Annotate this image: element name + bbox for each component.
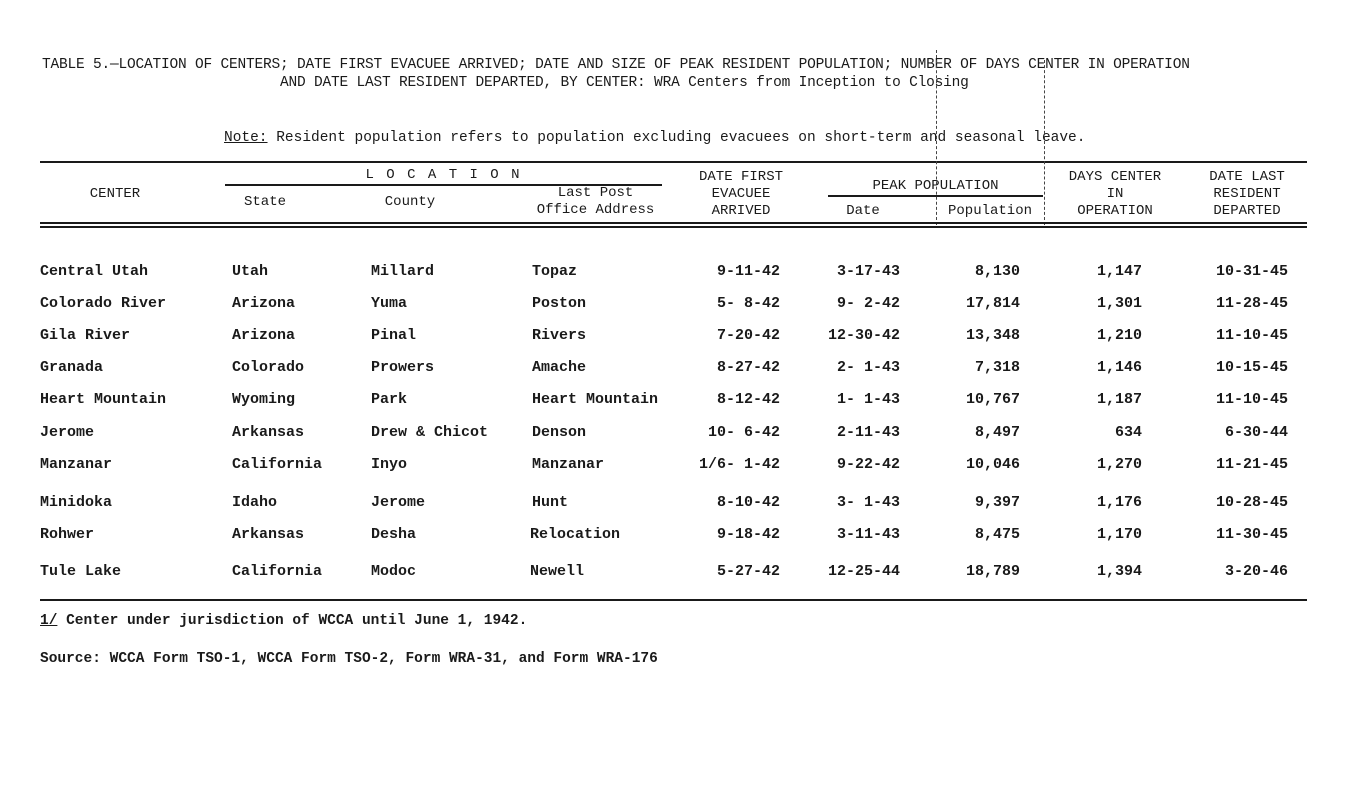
cell-last-departed: 11-10-45 bbox=[1215, 391, 1288, 408]
table-row bbox=[0, 391, 1354, 411]
cell-days: 1,147 bbox=[1096, 263, 1142, 280]
cell-peak-population: 17,814 bbox=[965, 295, 1020, 312]
cell-last-departed: 11-30-45 bbox=[1215, 526, 1288, 543]
cell-county: Millard bbox=[371, 263, 435, 280]
table-row bbox=[0, 424, 1354, 444]
cell-peak-population: 10,046 bbox=[965, 456, 1020, 473]
header-days-line2: IN bbox=[1106, 186, 1124, 202]
cell-peak-date: 12-25-44 bbox=[827, 563, 900, 580]
header-date-first-line1: DATE FIRST bbox=[698, 169, 783, 185]
cell-first-arrived: 1/6- 1-42 bbox=[698, 456, 780, 473]
table-row bbox=[0, 295, 1354, 315]
cell-center: Rohwer bbox=[40, 526, 95, 543]
cell-state: Idaho bbox=[232, 494, 278, 511]
cell-state: Arkansas bbox=[232, 424, 305, 441]
cell-post-office: Relocation bbox=[530, 526, 621, 543]
cell-peak-population: 8,475 bbox=[974, 526, 1020, 543]
cell-post-office: Topaz bbox=[532, 263, 578, 280]
cell-last-departed: 11-21-45 bbox=[1215, 456, 1288, 473]
cell-state: Arizona bbox=[232, 327, 296, 344]
header-peak-population: PEAK POPULATION bbox=[872, 178, 999, 194]
cell-post-office: Poston bbox=[532, 295, 587, 312]
cell-peak-date: 3-17-43 bbox=[836, 263, 900, 280]
cell-peak-population: 8,497 bbox=[974, 424, 1020, 441]
cell-last-departed: 11-28-45 bbox=[1215, 295, 1288, 312]
header-date-first-line2: EVACUEE bbox=[711, 186, 771, 202]
cell-first-arrived: 8-10-42 bbox=[716, 494, 780, 511]
table-note bbox=[224, 130, 1085, 146]
cell-peak-population: 10,767 bbox=[965, 391, 1020, 408]
header-last-post-office-line2: Office Address bbox=[536, 202, 655, 218]
cell-peak-population: 7,318 bbox=[974, 359, 1020, 376]
cell-state: Arizona bbox=[232, 295, 296, 312]
cell-days: 1,210 bbox=[1096, 327, 1142, 344]
cell-county: Yuma bbox=[371, 295, 408, 312]
cell-days: 1,394 bbox=[1096, 563, 1142, 580]
footnote-text: Center under jurisdiction of WCCA until June 1, 1942. bbox=[66, 613, 528, 629]
cell-county: Jerome bbox=[371, 494, 426, 511]
footnote-marker: 1/ bbox=[40, 613, 58, 629]
table-row bbox=[0, 526, 1354, 546]
table-title-line-2: AND DATE LAST RESIDENT DEPARTED, BY CENTER: WRA Centers from Inception to Closing bbox=[280, 75, 969, 91]
cell-center: Manzanar bbox=[40, 456, 113, 473]
cell-post-office: Heart Mountain bbox=[532, 391, 659, 408]
cell-county: Inyo bbox=[371, 456, 408, 473]
cell-days: 634 bbox=[1114, 424, 1142, 441]
header-center: CENTER bbox=[89, 186, 141, 202]
cell-peak-date: 1- 1-43 bbox=[836, 391, 900, 408]
cell-days: 1,270 bbox=[1096, 456, 1142, 473]
header-last-post-office-line1: Last Post bbox=[557, 185, 634, 201]
cell-peak-date: 2- 1-43 bbox=[836, 359, 900, 376]
header-state: State bbox=[243, 194, 286, 210]
cell-county: Park bbox=[371, 391, 408, 408]
table-row bbox=[0, 359, 1354, 379]
header-last-post-office bbox=[528, 185, 663, 219]
table-row bbox=[0, 263, 1354, 283]
cell-county: Pinal bbox=[371, 327, 417, 344]
cell-first-arrived: 7-20-42 bbox=[716, 327, 780, 344]
cell-county: Modoc bbox=[371, 563, 417, 580]
table-row bbox=[0, 456, 1354, 476]
cell-post-office: Hunt bbox=[532, 494, 569, 511]
cell-center: Jerome bbox=[40, 424, 95, 441]
cell-peak-date: 9- 2-42 bbox=[836, 295, 900, 312]
cell-last-departed: 11-10-45 bbox=[1215, 327, 1288, 344]
header-bottom-rule-1 bbox=[40, 222, 1307, 224]
table-bottom-rule bbox=[40, 599, 1307, 601]
cell-last-departed: 10-15-45 bbox=[1215, 359, 1288, 376]
cell-county: Desha bbox=[371, 526, 417, 543]
table-row bbox=[0, 563, 1354, 583]
header-days-line1: DAYS CENTER bbox=[1068, 169, 1162, 185]
header-top-rule bbox=[40, 161, 1307, 163]
cell-last-departed: 10-31-45 bbox=[1215, 263, 1288, 280]
cell-peak-population: 8,130 bbox=[974, 263, 1020, 280]
cell-last-departed: 3-20-46 bbox=[1224, 563, 1288, 580]
cell-peak-date: 3-11-43 bbox=[836, 526, 900, 543]
cell-center: Tule Lake bbox=[40, 563, 122, 580]
cell-peak-date: 3- 1-43 bbox=[836, 494, 900, 511]
cell-first-arrived: 8-12-42 bbox=[716, 391, 780, 408]
cell-peak-population: 18,789 bbox=[965, 563, 1020, 580]
cell-state: Wyoming bbox=[232, 391, 296, 408]
table-row bbox=[0, 327, 1354, 347]
cell-state: California bbox=[232, 563, 323, 580]
cell-peak-population: 13,348 bbox=[965, 327, 1020, 344]
cell-days: 1,170 bbox=[1096, 526, 1142, 543]
header-days-line3: OPERATION bbox=[1077, 203, 1153, 219]
cell-peak-population: 9,397 bbox=[974, 494, 1020, 511]
cell-center: Gila River bbox=[40, 327, 131, 344]
cell-first-arrived: 5-27-42 bbox=[716, 563, 780, 580]
cell-county: Drew & Chicot bbox=[371, 424, 489, 441]
cell-last-departed: 6-30-44 bbox=[1224, 424, 1288, 441]
cell-state: Arkansas bbox=[232, 526, 305, 543]
header-date-last-line3: DEPARTED bbox=[1213, 203, 1281, 219]
header-date-last-line1: DATE LAST bbox=[1209, 169, 1285, 185]
cell-post-office: Manzanar bbox=[532, 456, 605, 473]
header-peak-date: Date bbox=[846, 203, 880, 219]
table-title-line-1: TABLE 5.—LOCATION OF CENTERS; DATE FIRST EVACUEE ARRIVED; DATE AND SIZE OF PEAK RESIDENT POPULATION; NUMBER OF DAYS CENTER IN OPERATION bbox=[42, 57, 1190, 73]
header-date-last-resident bbox=[1188, 169, 1306, 220]
cell-center: Granada bbox=[40, 359, 104, 376]
header-bottom-rule-2 bbox=[40, 226, 1307, 228]
header-date-last-line2: RESIDENT bbox=[1213, 186, 1281, 202]
header-county: County bbox=[384, 194, 436, 210]
cell-center: Minidoka bbox=[40, 494, 113, 511]
cell-last-departed: 10-28-45 bbox=[1215, 494, 1288, 511]
header-peak-population-count: Population bbox=[947, 203, 1032, 219]
cell-peak-date: 9-22-42 bbox=[836, 456, 900, 473]
cell-county: Prowers bbox=[371, 359, 435, 376]
note-text: Resident population refers to population excluding evacuees on short-term and seasonal leave. bbox=[276, 130, 1086, 146]
header-date-first-line3: ARRIVED bbox=[711, 203, 771, 219]
cell-post-office: Rivers bbox=[532, 327, 587, 344]
cell-days: 1,187 bbox=[1096, 391, 1142, 408]
cell-state: Colorado bbox=[232, 359, 305, 376]
dashed-guide-line bbox=[1044, 60, 1045, 225]
cell-center: Heart Mountain bbox=[40, 391, 167, 408]
cell-post-office: Newell bbox=[530, 563, 585, 580]
header-location: L O C A T I O N bbox=[365, 167, 522, 183]
cell-peak-date: 12-30-42 bbox=[827, 327, 900, 344]
header-date-first-evacuee bbox=[686, 169, 796, 220]
cell-days: 1,301 bbox=[1096, 295, 1142, 312]
cell-center: Colorado River bbox=[40, 295, 167, 312]
table-row bbox=[0, 494, 1354, 514]
footnote bbox=[40, 613, 527, 629]
cell-days: 1,146 bbox=[1096, 359, 1142, 376]
header-days-in-operation bbox=[1055, 169, 1175, 220]
dashed-guide-line bbox=[936, 50, 937, 225]
cell-first-arrived: 5- 8-42 bbox=[716, 295, 780, 312]
cell-state: California bbox=[232, 456, 323, 473]
cell-first-arrived: 9-11-42 bbox=[716, 263, 780, 280]
cell-state: Utah bbox=[232, 263, 269, 280]
cell-first-arrived: 9-18-42 bbox=[716, 526, 780, 543]
cell-center: Central Utah bbox=[40, 263, 149, 280]
cell-post-office: Denson bbox=[532, 424, 587, 441]
source-line: Source: WCCA Form TSO-1, WCCA Form TSO-2, Form WRA-31, and Form WRA-176 bbox=[40, 651, 658, 667]
cell-post-office: Amache bbox=[532, 359, 587, 376]
cell-peak-date: 2-11-43 bbox=[836, 424, 900, 441]
note-label: Note: bbox=[224, 130, 268, 146]
cell-first-arrived: 8-27-42 bbox=[716, 359, 780, 376]
cell-first-arrived: 10- 6-42 bbox=[707, 424, 780, 441]
cell-days: 1,176 bbox=[1096, 494, 1142, 511]
